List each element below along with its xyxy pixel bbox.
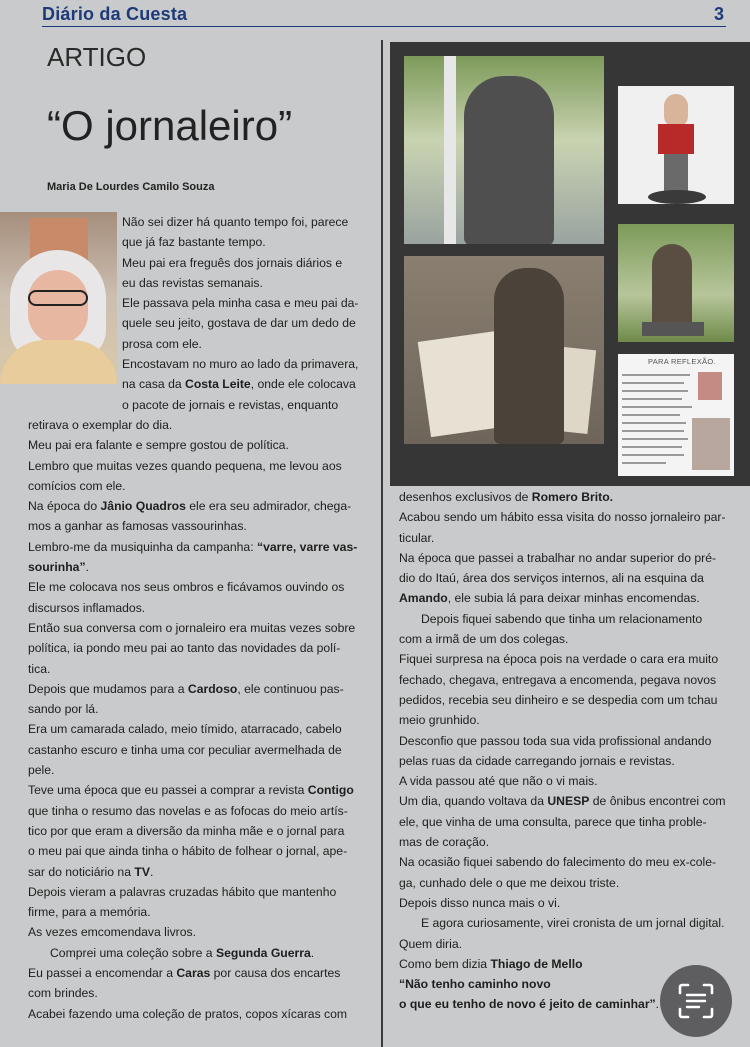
text-line: Acabei fazendo uma coleção de pratos, copos xícaras com (28, 1006, 348, 1021)
text-line: meio grunhido. (399, 713, 480, 728)
author-byline: Maria De Lourdes Camilo Souza (47, 181, 215, 193)
text-line: pedidos, recebia seu dinheiro e se despedia com um tchau (399, 692, 718, 707)
text-line: Meu pai era freguês dos jornais diários e (122, 255, 343, 270)
column-divider (381, 40, 383, 1047)
text-line: Desconfio que passou toda sua vida profissional andando (399, 733, 712, 748)
text-line: Depois que mudamos para a Cardoso, ele continuou pas- (28, 681, 344, 696)
text-line: sourinha”. (28, 560, 89, 575)
text-line: pele. (28, 763, 55, 778)
text-line: retirava o exemplar do dia. (28, 417, 173, 432)
text-line: Encostavam no muro ao lado da primavera, (122, 357, 359, 372)
text-line: o meu pai que ainda tinha o hábito de folhear o jornal, ape- (28, 844, 348, 859)
text-line: Fiquei surpresa na época pois na verdade o cara era muito (399, 652, 719, 667)
vintage-newsboy-photo (404, 256, 604, 444)
text-line: dio do Itaú, área dos serviços internos, ali na esquina da (399, 571, 704, 586)
text-line: mos a ganhar as famosas vassourinhas. (28, 519, 247, 534)
text-line: tico por que eram a diversão da minha mãe e o jornal para (28, 823, 345, 838)
text-line: Lembro que muitas vezes quando pequena, me levou aos (28, 458, 342, 473)
text-line: As vezes emcomendava livros. (28, 925, 196, 940)
text-line: desenhos exclusivos de Romero Brito. (399, 490, 614, 504)
text-line: Quem diria. (399, 936, 462, 951)
text-line: sar do noticiário na TV. (28, 864, 154, 879)
newsboy-figurine-photo (618, 86, 734, 204)
text-line: Então sua conversa com o jornaleiro era muitas vezes sobre (28, 620, 356, 635)
text-line: Depois vieram a palavras cruzadas hábito que mantenho (28, 884, 337, 899)
text-line: sando por lá. (28, 702, 99, 717)
text-line: Na época do Jânio Quadros ele era seu admirador, chega- (28, 499, 352, 514)
text-line: discursos inflamados. (28, 600, 146, 615)
text-line: política, ia pondo meu pai ao tanto das novidades da polí- (28, 641, 341, 656)
text-line: firme, para a memória. (28, 905, 151, 920)
text-line: Como bem dizia Thiago de Mello (399, 956, 583, 971)
text-line: Um dia, quando voltava da UNESP de ônibus encontrei com (399, 794, 726, 809)
reflection-title: PARA REFLEXÃO. (648, 357, 716, 366)
text-line: E agora curiosamente, virei cronista de um jornal digital. (421, 916, 725, 931)
text-line: Teve uma época que eu passei a comprar a revista Contigo (28, 783, 354, 798)
publication-name: Diário da Cuesta (42, 4, 188, 24)
text-line: o pacote de jornais e revistas, enquanto (122, 397, 339, 412)
article-title: “O jornaleiro” (47, 102, 293, 149)
park-statue-photo (618, 224, 734, 342)
right-column-text (399, 487, 739, 1015)
statue-photo (404, 56, 604, 244)
reflection-card (618, 354, 734, 476)
text-line: com brindes. (28, 986, 98, 1001)
text-scan-button[interactable] (660, 965, 732, 1037)
text-line: “Não tenho caminho novo (399, 977, 551, 992)
text-line: comícios com ele. (28, 478, 126, 493)
text-line: A vida passou até que não o vi mais. (399, 774, 598, 789)
text-line: Na ocasião fiquei sabendo do falecimento do meu ex-cole- (399, 855, 717, 870)
page-number: 3 (713, 4, 724, 24)
text-line: com a irmã de um dos colegas. (399, 632, 569, 647)
text-scan-icon (676, 981, 716, 1021)
left-column-text (28, 212, 368, 1024)
text-line: mas de coração. (399, 835, 490, 850)
text-line: que tinha o resumo das novelas e as fofocas do meio artís- (28, 803, 348, 818)
text-line: fechado, chegava, entregava a encomenda, pegava novos (399, 672, 717, 687)
text-line: o que eu tenho de novo é jeito de caminhar”. (399, 997, 660, 1012)
text-line: ticular. (399, 530, 435, 545)
text-line: Lembro-me da musiquinha da campanha: “varre, varre vas- (28, 539, 358, 554)
text-line: Amando, ele subia lá para deixar minhas encomendas. (399, 591, 700, 606)
masthead (42, 4, 726, 27)
text-line: Meu pai era falante e sempre gostou de política. (28, 438, 289, 453)
text-line: quele seu jeito, gostava de dar um dedo de (122, 316, 356, 331)
photo-collage (390, 42, 750, 486)
text-line: tica. (28, 661, 51, 676)
text-line: Acabou sendo um hábito essa visita do nosso jornaleiro par- (399, 510, 726, 525)
text-line: Não sei dizer há quanto tempo foi, parece (122, 215, 349, 229)
text-line: castanho escuro e tinha uma cor peculiar avermelhada de (28, 742, 342, 757)
text-line: pelas ruas da cidade carregando jornais e revistas. (399, 753, 675, 768)
text-line: Depois disso nunca mais o vi. (399, 895, 561, 910)
text-line: Eu passei a encomendar a Caras por causa dos encartes (28, 965, 341, 980)
text-line: eu das revistas semanais. (122, 275, 263, 290)
text-line: Era um camarada calado, meio tímido, atarracado, cabelo (28, 722, 342, 737)
text-line: ele, que vinha de uma consulta, parece que tinha proble- (399, 814, 707, 829)
text-line: Ele passava pela minha casa e meu pai da- (122, 296, 359, 311)
text-line: Comprei uma coleção sobre a Segunda Guerra. (50, 945, 315, 960)
text-line: na casa da Costa Leite, onde ele colocava (122, 377, 356, 392)
text-line: prosa com ele. (122, 336, 202, 351)
text-line: Depois fiquei sabendo que tinha um relacionamento (421, 611, 703, 626)
text-line: ga, cunhado dele o que me deixou triste. (399, 875, 620, 890)
text-line: que já faz bastante tempo. (122, 235, 266, 250)
text-line: Ele me colocava nos seus ombros e ficávamos ouvindo os (28, 580, 345, 595)
text-line: Na época que passei a trabalhar no andar superior do pré- (399, 550, 717, 565)
section-label: ARTIGO (47, 42, 147, 72)
